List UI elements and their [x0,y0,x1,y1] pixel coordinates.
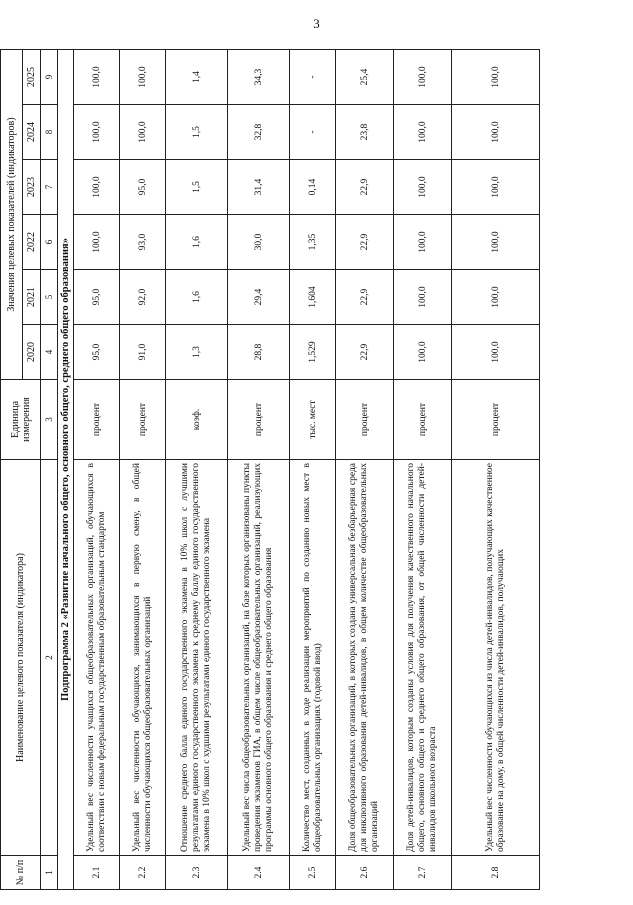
row-unit: процент [336,380,394,460]
row-num: 2.5 [290,856,336,890]
row-value: 95,0 [74,325,120,380]
index-cell: 4 [41,325,58,380]
row-value: 100,0 [394,270,452,325]
row-value: 92,0 [120,270,166,325]
row-name: Доля общеобразовательных организаций, в которых создана универсальная безбарьерная среда для инклюзивного образования детей-инвалидов, в общем количестве общеобразовательных организаций [336,460,394,856]
index-cell: 7 [41,160,58,215]
row-unit: тыс. мест [290,380,336,460]
row-name: Доля детей-инвалидов, которым созданы условия для получения качественного начального общего, основного общего и среднего общего образования, от общей численности детей-инвалидов школьного возраста [394,460,452,856]
row-value: 1,3 [166,325,228,380]
row-value: 100,0 [394,105,452,160]
row-num: 2.1 [74,856,120,890]
row-value: 30,0 [228,215,290,270]
row-value: 100,0 [394,160,452,215]
row-value: - [290,105,336,160]
subprogram-title: Подпрограмма 2 «Развитие начального общего, основного общего, среднего общего образования» [58,49,74,889]
row-value: - [290,49,336,104]
row-num: 2.6 [336,856,394,890]
row-value: 1,4 [166,49,228,104]
row-value: 31,4 [228,160,290,215]
header-year: 2024 [23,105,41,160]
row-value: 100,0 [394,215,452,270]
row-name: Удельный вес численности обучающихся, занимающихся в первую смену, в общей численности обучающихся общеобразовательных организаций [120,460,166,856]
header-year: 2023 [23,160,41,215]
row-value: 100,0 [394,325,452,380]
row-value: 100,0 [74,49,120,104]
table-row [336,49,394,889]
row-unit: процент [74,380,120,460]
row-value: 32,8 [228,105,290,160]
header-num: № п/п [1,856,41,890]
table-row [452,49,540,889]
row-name: Отношение среднего балла единого государственного экзамена в 10% школ с лучшими результатами единого государственного экзамена к среднему баллу единого государственного экзамена в 10% школ с худшими результатами единого государственного экзамена [166,460,228,856]
row-value: 100,0 [452,325,540,380]
row-value: 100,0 [452,105,540,160]
row-num: 2.7 [394,856,452,890]
indicators-table [0,49,540,890]
index-cell: 5 [41,270,58,325]
index-cell: 1 [41,856,58,890]
row-value: 100,0 [452,49,540,104]
header-name: Наименование целевого показателя (индикатора) [1,460,41,856]
header-year: 2025 [23,49,41,104]
row-value: 100,0 [120,105,166,160]
header-unit: Единица измерения [1,380,41,460]
row-value: 1,5 [166,160,228,215]
row-value: 95,0 [74,270,120,325]
row-value: 95,0 [120,160,166,215]
row-value: 28,8 [228,325,290,380]
table-row [394,49,452,889]
row-value: 23,8 [336,105,394,160]
row-value: 100,0 [452,270,540,325]
row-value: 22,9 [336,215,394,270]
row-unit: коэф. [166,380,228,460]
row-unit: процент [452,380,540,460]
row-value: 25,4 [336,49,394,104]
row-value: 100,0 [74,160,120,215]
row-unit: процент [228,380,290,460]
header-year: 2022 [23,215,41,270]
header-values-group: Значения целевых показателей (индикаторов) [1,49,23,379]
row-value: 0,14 [290,160,336,215]
table-row [120,49,166,889]
index-cell: 8 [41,105,58,160]
row-value: 22,9 [336,325,394,380]
header-year: 2021 [23,270,41,325]
row-value: 93,0 [120,215,166,270]
row-num: 2.2 [120,856,166,890]
row-value: 22,9 [336,270,394,325]
row-unit: процент [120,380,166,460]
row-name: Удельный вес численности учащихся общеобразовательных организаций, обучающихся в соответствии с новым федеральным государственным образовательным стандартом [74,460,120,856]
index-cell: 9 [41,49,58,104]
row-value: 100,0 [452,215,540,270]
row-value: 1,6 [166,215,228,270]
row-num: 2.3 [166,856,228,890]
row-value: 34,3 [228,49,290,104]
table-row [228,49,290,889]
row-value: 1,604 [290,270,336,325]
row-value: 100,0 [120,49,166,104]
index-cell: 3 [41,380,58,460]
row-value: 1,6 [166,270,228,325]
row-value: 100,0 [74,215,120,270]
row-num: 2.8 [452,856,540,890]
rotated-table-container [0,50,540,890]
index-cell: 2 [41,460,58,856]
row-value: 100,0 [394,49,452,104]
row-value: 1,5 [166,105,228,160]
row-value: 22,9 [336,160,394,215]
page-number: 3 [313,16,320,31]
table-row [290,49,336,889]
row-value: 1,529 [290,325,336,380]
table-row [74,49,120,889]
row-value: 100,0 [452,160,540,215]
row-value: 29,4 [228,270,290,325]
row-value: 91,0 [120,325,166,380]
row-value: 100,0 [74,105,120,160]
row-value: 1,35 [290,215,336,270]
row-name: Количество мест, созданных в ходе реализации мероприятий по созданию новых мест в общеобразовательных организациях (годовой ввод) [290,460,336,856]
index-cell: 6 [41,215,58,270]
row-unit: процент [394,380,452,460]
header-year: 2020 [23,325,41,380]
table-row [166,49,228,889]
row-name: Удельный вес численности обучающихся из числа детей-инвалидов, получающих качественное образование на дому, в общей численности детей-инвалидов, получающих [452,460,540,856]
row-name: Удельный вес числа общеобразовательных организаций, на базе которых организованы пункты проведения экзаменов ГИА, в общем числе общеобразовательных организаций, реализующих программы основного общего образования и среднего общего образования [228,460,290,856]
row-num: 2.4 [228,856,290,890]
